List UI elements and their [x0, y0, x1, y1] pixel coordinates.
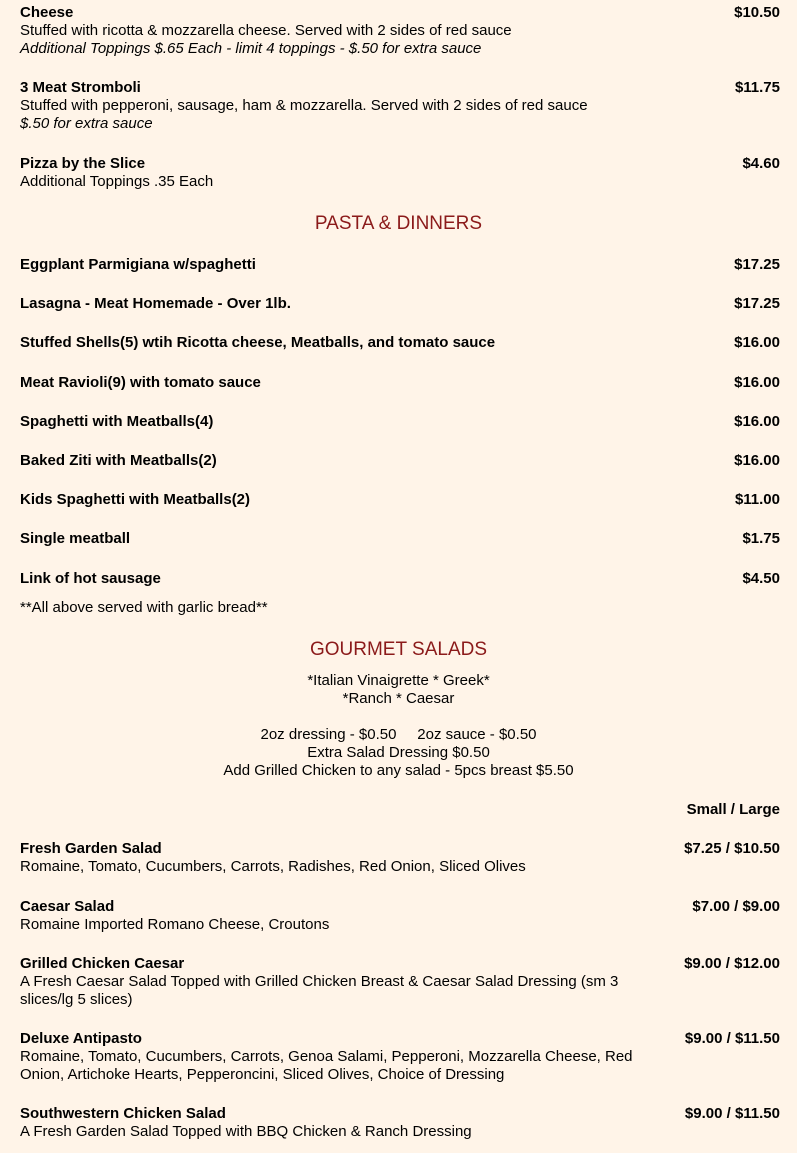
- item-name: Cheese: [20, 4, 74, 21]
- item-description: Romaine, Tomato, Cucumbers, Carrots, Radishes, Red Onion, Sliced Olives: [20, 858, 526, 875]
- item-price: $11.75: [734, 79, 780, 96]
- item-price: $7.25 / $10.50: [684, 840, 780, 857]
- item-price: $1.75: [742, 530, 780, 547]
- menu-item-salad: [20, 1030, 780, 1084]
- menu-item-stromboli: [20, 79, 780, 133]
- menu-item-pasta: [20, 452, 780, 470]
- item-description: Additional Toppings .35 Each: [20, 173, 214, 190]
- item-name: Eggplant Parmigiana w/spaghetti: [20, 256, 256, 273]
- section-title-pasta: PASTA & DINNERS: [314, 213, 483, 234]
- menu-item-cheese: [20, 4, 780, 58]
- item-description: Romaine, Tomato, Cucumbers, Carrots, Genoa Salami, Pepperoni, Mozzarella Cheese, Red Onion, Artichoke Hearts, Pepperoncini, Sliced Olives, Choice of Dressing: [20, 1048, 633, 1083]
- item-name: Deluxe Antipasto: [20, 1030, 142, 1047]
- salad-extras-line: 2oz dressing - $0.50 2oz sauce - $0.50: [260, 726, 537, 743]
- menu-item-pasta: [20, 491, 780, 509]
- menu-item-pasta: [20, 334, 780, 352]
- item-price: $9.00 / $11.50: [684, 1105, 780, 1122]
- menu-item-salad: [20, 898, 780, 934]
- item-name: Pizza by the Slice: [20, 155, 146, 172]
- item-price: $4.50: [742, 570, 780, 587]
- menu-item-pasta: [20, 295, 780, 313]
- item-price: $17.25: [734, 295, 780, 312]
- item-price: $11.00: [734, 491, 780, 508]
- item-name: Fresh Garden Salad: [20, 840, 162, 857]
- menu-item-pasta: [20, 374, 780, 392]
- item-name: Single meatball: [20, 530, 131, 547]
- item-name: Lasagna - Meat Homemade - Over 1lb.: [20, 295, 291, 312]
- item-name: Baked Ziti with Meatballs(2): [20, 452, 217, 469]
- item-note: Additional Toppings $.65 Each - limit 4 toppings - $.50 for extra sauce: [20, 40, 482, 57]
- item-description: A Fresh Caesar Salad Topped with Grilled Chicken Breast & Caesar Salad Dressing (sm 3 slices/lg 5 slices): [20, 973, 619, 1008]
- item-name: Stuffed Shells(5) wtih Ricotta cheese, Meatballs, and tomato sauce: [20, 334, 496, 351]
- item-name: Grilled Chicken Caesar: [20, 955, 185, 972]
- item-price: $16.00: [734, 334, 780, 351]
- salad-extras-line: Add Grilled Chicken to any salad - 5pcs breast $5.50: [223, 762, 574, 779]
- item-price: $4.60: [742, 155, 780, 172]
- item-name: Kids Spaghetti with Meatballs(2): [20, 491, 251, 508]
- section-title-salads: GOURMET SALADS: [309, 639, 488, 660]
- menu-item-salad: [20, 840, 780, 876]
- pasta-footnote: **All above served with garlic bread**: [20, 599, 268, 616]
- menu-item-pasta: [20, 413, 780, 431]
- item-note: $.50 for extra sauce: [20, 115, 153, 132]
- item-description: A Fresh Garden Salad Topped with BBQ Chicken & Ranch Dressing: [20, 1123, 472, 1140]
- item-name: Southwestern Chicken Salad: [20, 1105, 226, 1122]
- menu-item-pasta: [20, 256, 780, 274]
- menu-item-salad: [20, 955, 780, 1009]
- item-price: $16.00: [734, 413, 780, 430]
- menu-item-slice: [20, 155, 780, 191]
- item-price: $17.25: [734, 256, 780, 273]
- item-price: $9.00 / $12.00: [684, 955, 780, 972]
- menu-item-pasta: [20, 570, 780, 588]
- item-name: Spaghetti with Meatballs(4): [20, 413, 214, 430]
- menu-item-pasta: [20, 530, 780, 548]
- dressing-options-line: *Italian Vinaigrette * Greek*: [307, 672, 490, 689]
- dressing-options-line: *Ranch * Caesar: [342, 690, 455, 707]
- item-price: $16.00: [734, 452, 780, 469]
- size-header: [20, 801, 780, 819]
- size-header-label: Small / Large: [686, 801, 780, 818]
- item-name: Caesar Salad: [20, 898, 115, 915]
- item-description: Stuffed with pepperoni, sausage, ham & mozzarella. Served with 2 sides of red sauce: [20, 97, 588, 114]
- salad-extras-line: Extra Salad Dressing $0.50: [307, 744, 490, 761]
- item-name: Link of hot sausage: [20, 570, 161, 587]
- item-name: Meat Ravioli(9) with tomato sauce: [20, 374, 261, 391]
- menu-item-salad: [20, 1105, 780, 1141]
- item-name: 3 Meat Stromboli: [20, 79, 141, 96]
- item-description: Stuffed with ricotta & mozzarella cheese. Served with 2 sides of red sauce: [20, 22, 512, 39]
- item-price: $7.00 / $9.00: [692, 898, 780, 915]
- item-description: Romaine Imported Romano Cheese, Croutons: [20, 916, 330, 933]
- item-price: $10.50: [734, 4, 780, 21]
- item-price: $9.00 / $11.50: [684, 1030, 780, 1047]
- item-price: $16.00: [734, 374, 780, 391]
